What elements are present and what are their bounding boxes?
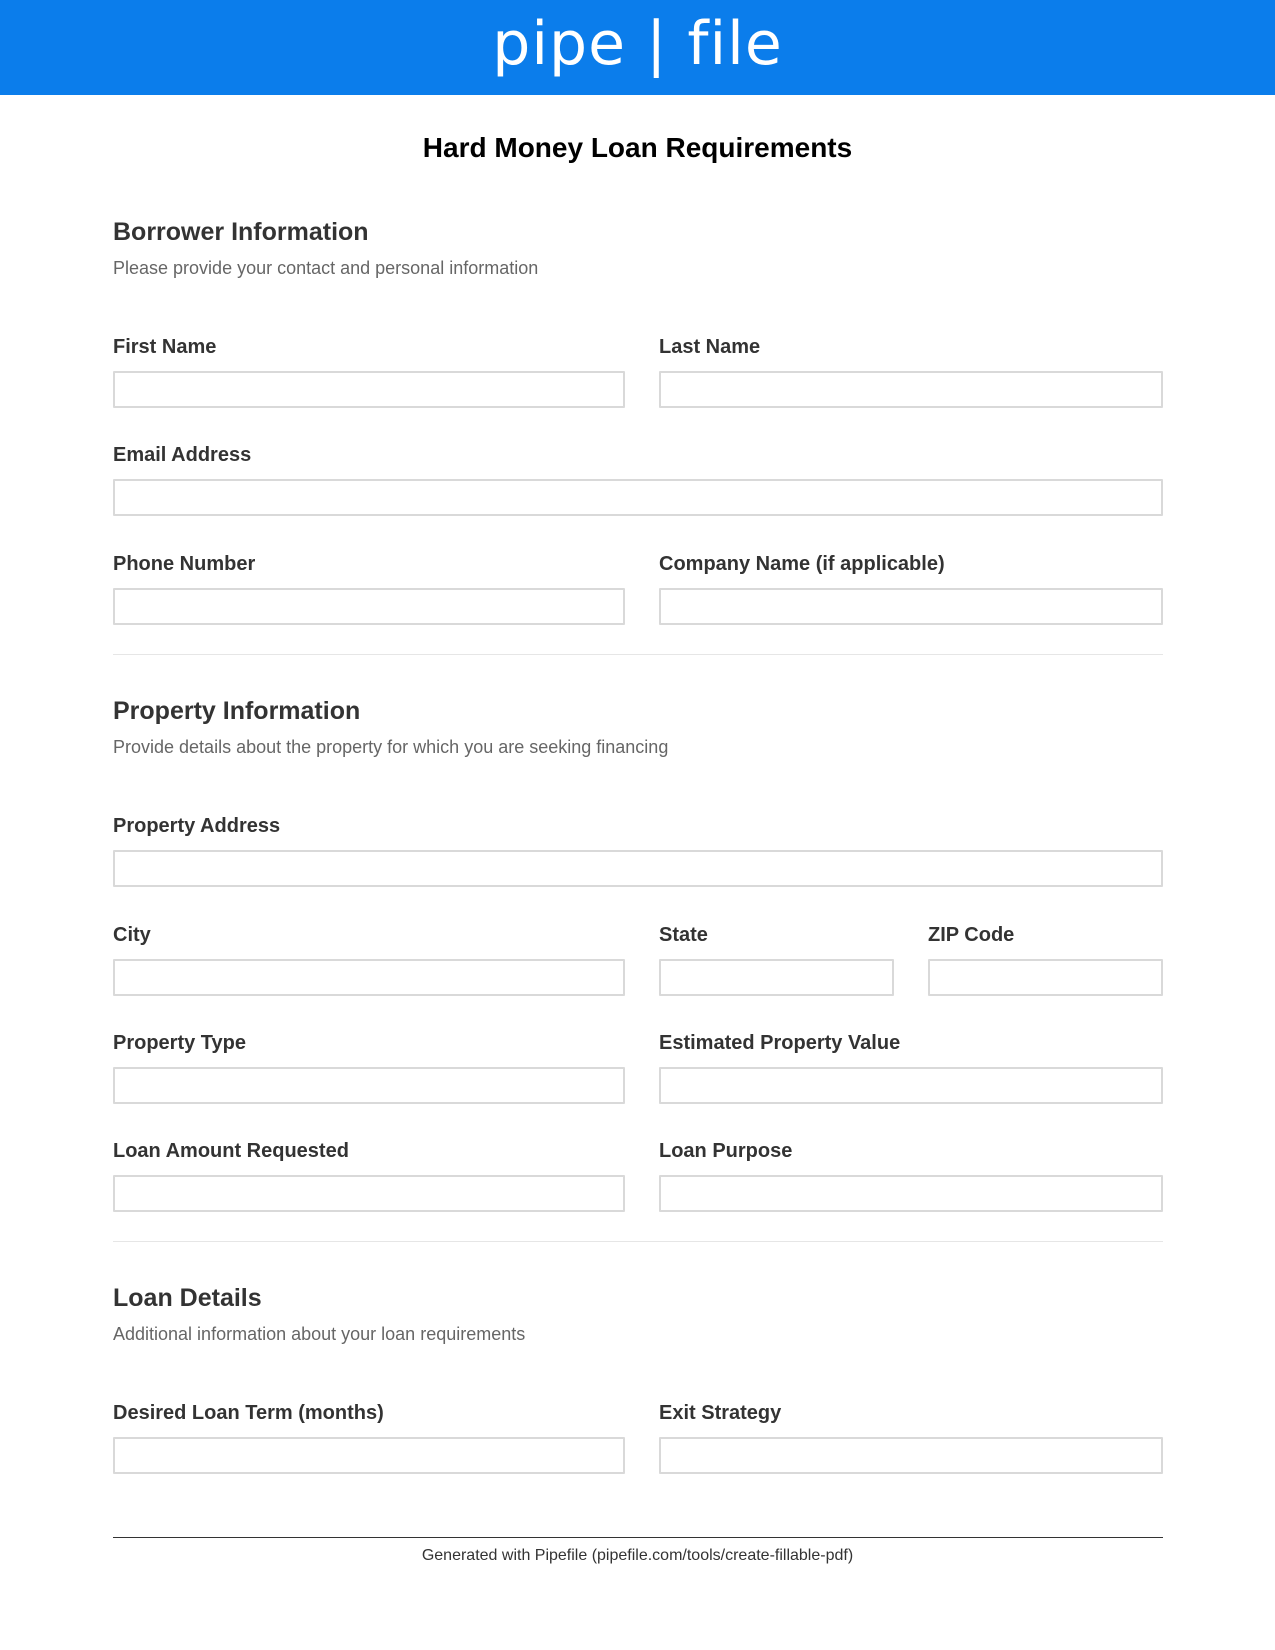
section-title-borrower: Borrower Information xyxy=(113,218,369,246)
loan-purpose-field[interactable] xyxy=(659,1175,1163,1212)
footer-rule xyxy=(113,1537,1163,1538)
section-title-property: Property Information xyxy=(113,697,361,725)
property-type-field[interactable] xyxy=(113,1067,625,1104)
first-name-field[interactable] xyxy=(113,371,625,408)
document-title: Hard Money Loan Requirements xyxy=(422,132,853,163)
zip-field[interactable] xyxy=(928,959,1163,996)
city-label: City xyxy=(113,924,151,946)
state-field[interactable] xyxy=(659,959,894,996)
company-label: Company Name (if applicable) xyxy=(659,553,945,575)
first-name-label: First Name xyxy=(113,336,217,358)
estimated-value-field[interactable] xyxy=(659,1067,1163,1104)
zip-label: ZIP Code xyxy=(928,924,1015,946)
loan-amount-field[interactable] xyxy=(113,1175,625,1212)
loan-purpose-label: Loan Purpose xyxy=(659,1140,793,1162)
loan-term-label: Desired Loan Term (months) xyxy=(113,1402,384,1424)
phone-field[interactable] xyxy=(113,588,625,625)
phone-label: Phone Number xyxy=(113,553,256,575)
property-address-field[interactable] xyxy=(113,850,1163,887)
section-description-borrower: Please provide your contact and personal information xyxy=(113,258,539,278)
email-field[interactable] xyxy=(113,479,1163,516)
company-field[interactable] xyxy=(659,588,1163,625)
header-bar xyxy=(0,0,1275,95)
last-name-field[interactable] xyxy=(659,371,1163,408)
city-field[interactable] xyxy=(113,959,625,996)
loan-term-field[interactable] xyxy=(113,1437,625,1474)
footer-text: Generated with Pipefile (pipefile.com/tools/create-fillable-pdf) xyxy=(421,1547,854,1564)
section-description-property: Provide details about the property for which you are seeking financing xyxy=(113,737,669,757)
loan-amount-label: Loan Amount Requested xyxy=(113,1140,349,1162)
section-divider xyxy=(113,654,1163,655)
exit-strategy-field[interactable] xyxy=(659,1437,1163,1474)
estimated-value-label: Estimated Property Value xyxy=(659,1032,901,1054)
email-label: Email Address xyxy=(113,444,252,466)
property-address-label: Property Address xyxy=(113,815,281,837)
section-divider xyxy=(113,1241,1163,1242)
section-description-loan: Additional information about your loan requirements xyxy=(113,1324,526,1344)
last-name-label: Last Name xyxy=(659,336,761,358)
pipefile-logo: pipe | file xyxy=(492,9,783,79)
property-type-label: Property Type xyxy=(113,1032,246,1054)
section-title-loan: Loan Details xyxy=(113,1284,262,1312)
exit-strategy-label: Exit Strategy xyxy=(659,1402,782,1424)
state-label: State xyxy=(659,924,708,946)
